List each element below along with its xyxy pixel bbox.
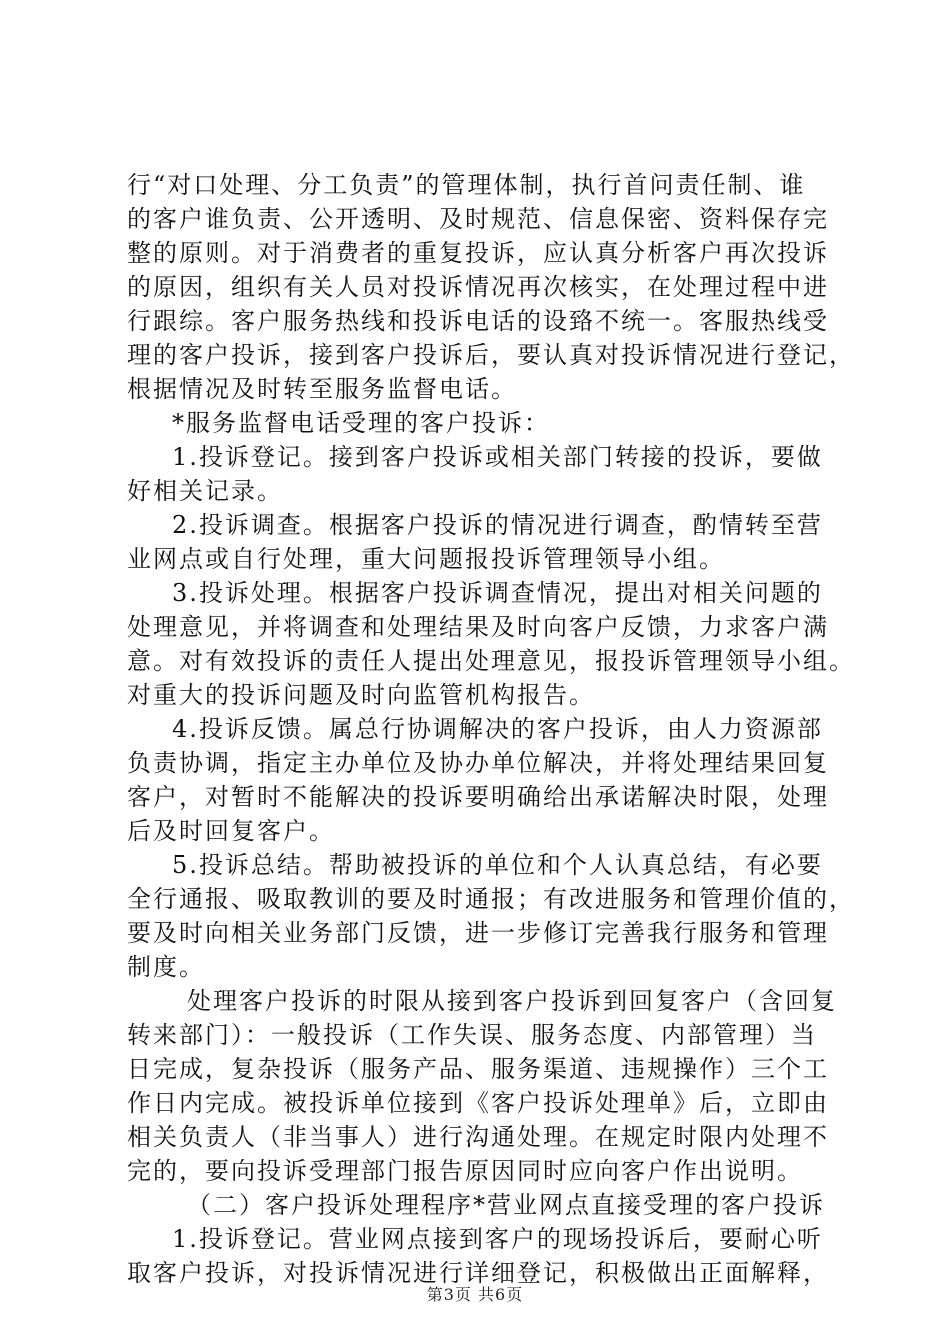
- text-line: 对重大的投诉问题及时向监管机构报告。: [127, 681, 595, 709]
- text-line: 制度。: [127, 953, 205, 981]
- text-line: 处理意见，并将调查和处理结果及时向客户反馈，力求客户满: [127, 613, 829, 641]
- text-line: 客户，对暂时不能解决的投诉要明确给出承诺解决时限，处理: [127, 783, 829, 811]
- text-line: 5.投诉总结。帮助被投诉的单位和个人认真总结，有必要: [172, 851, 823, 879]
- text-line: 根据情况及时转至服务监督电话。: [127, 375, 517, 403]
- text-line: 取客户投诉，对投诉情况进行详细登记，积极做出正面解释，: [127, 1259, 829, 1287]
- text-line: 3.投诉处理。根据客户投诉调查情况，提出对相关问题的: [172, 579, 823, 607]
- text-line: 处理客户投诉的时限从接到客户投诉到回复客户（含回复: [187, 987, 837, 1015]
- text-line: *服务监督电话受理的客户投诉：: [172, 409, 550, 437]
- text-line: 整的原则。对于消费者的重复投诉，应认真分析客户再次投诉: [127, 239, 829, 267]
- document-body: [127, 168, 855, 1290]
- text-line: 好相关记录。: [127, 477, 283, 505]
- text-line: 相关负责人（非当事人）进行沟通处理。在规定时限内处理不: [127, 1123, 829, 1151]
- page-footer: 第3页 共6页: [426, 1285, 524, 1304]
- text-line: 后及时回复客户。: [127, 817, 335, 845]
- text-line: 日完成，复杂投诉（服务产品、服务渠道、违规操作）三个工: [127, 1055, 829, 1083]
- text-line: 业网点或自行处理，重大问题报投诉管理领导小组。: [127, 545, 725, 573]
- text-line: 要及时向相关业务部门反馈，进一步修订完善我行服务和管理: [127, 919, 829, 947]
- text-line: （二）客户投诉处理程序*营业网点直接受理的客户投诉: [187, 1191, 825, 1219]
- text-line: 1.投诉登记。接到客户投诉或相关部门转接的投诉，要做: [172, 443, 823, 471]
- text-line: 行跟综。客户服务热线和投诉电话的设臵不统一。客服热线受: [127, 307, 829, 335]
- text-line: 的客户谁负责、公开透明、及时规范、信息保密、资料保存完: [127, 205, 829, 233]
- text-line: 意。对有效投诉的责任人提出处理意见，报投诉管理领导小组。: [127, 647, 855, 675]
- text-line: 转来部门）：一般投诉（工作失误、服务态度、内部管理）当: [127, 1021, 817, 1049]
- text-line: 理的客户投诉，接到客户投诉后，要认真对投诉情况进行登记，: [127, 341, 855, 369]
- text-line: 1.投诉登记。营业网点接到客户的现场投诉后，要耐心听: [172, 1225, 823, 1253]
- text-line: 全行通报、吸取教训的要及时通报；有改进服务和管理价值的，: [127, 885, 855, 913]
- text-line: 负责协调，指定主办单位及协办单位解决，并将处理结果回复: [127, 749, 829, 777]
- text-line: 作日内完成。被投诉单位接到《客户投诉处理单》后，立即由: [127, 1089, 829, 1117]
- text-line: 4.投诉反馈。属总行协调解决的客户投诉，由人力资源部: [172, 715, 823, 743]
- text-line: 2.投诉调查。根据客户投诉的情况进行调查，酌情转至营: [172, 511, 823, 539]
- text-line: 的原因，组织有关人员对投诉情况再次核实，在处理过程中进: [127, 273, 829, 301]
- text-line: 完的，要向投诉受理部门报告原因同时应向客户作出说明。: [127, 1157, 803, 1185]
- text-line: 行“对口处理、分工负责”的管理体制，执行首问责任制、谁: [127, 171, 806, 199]
